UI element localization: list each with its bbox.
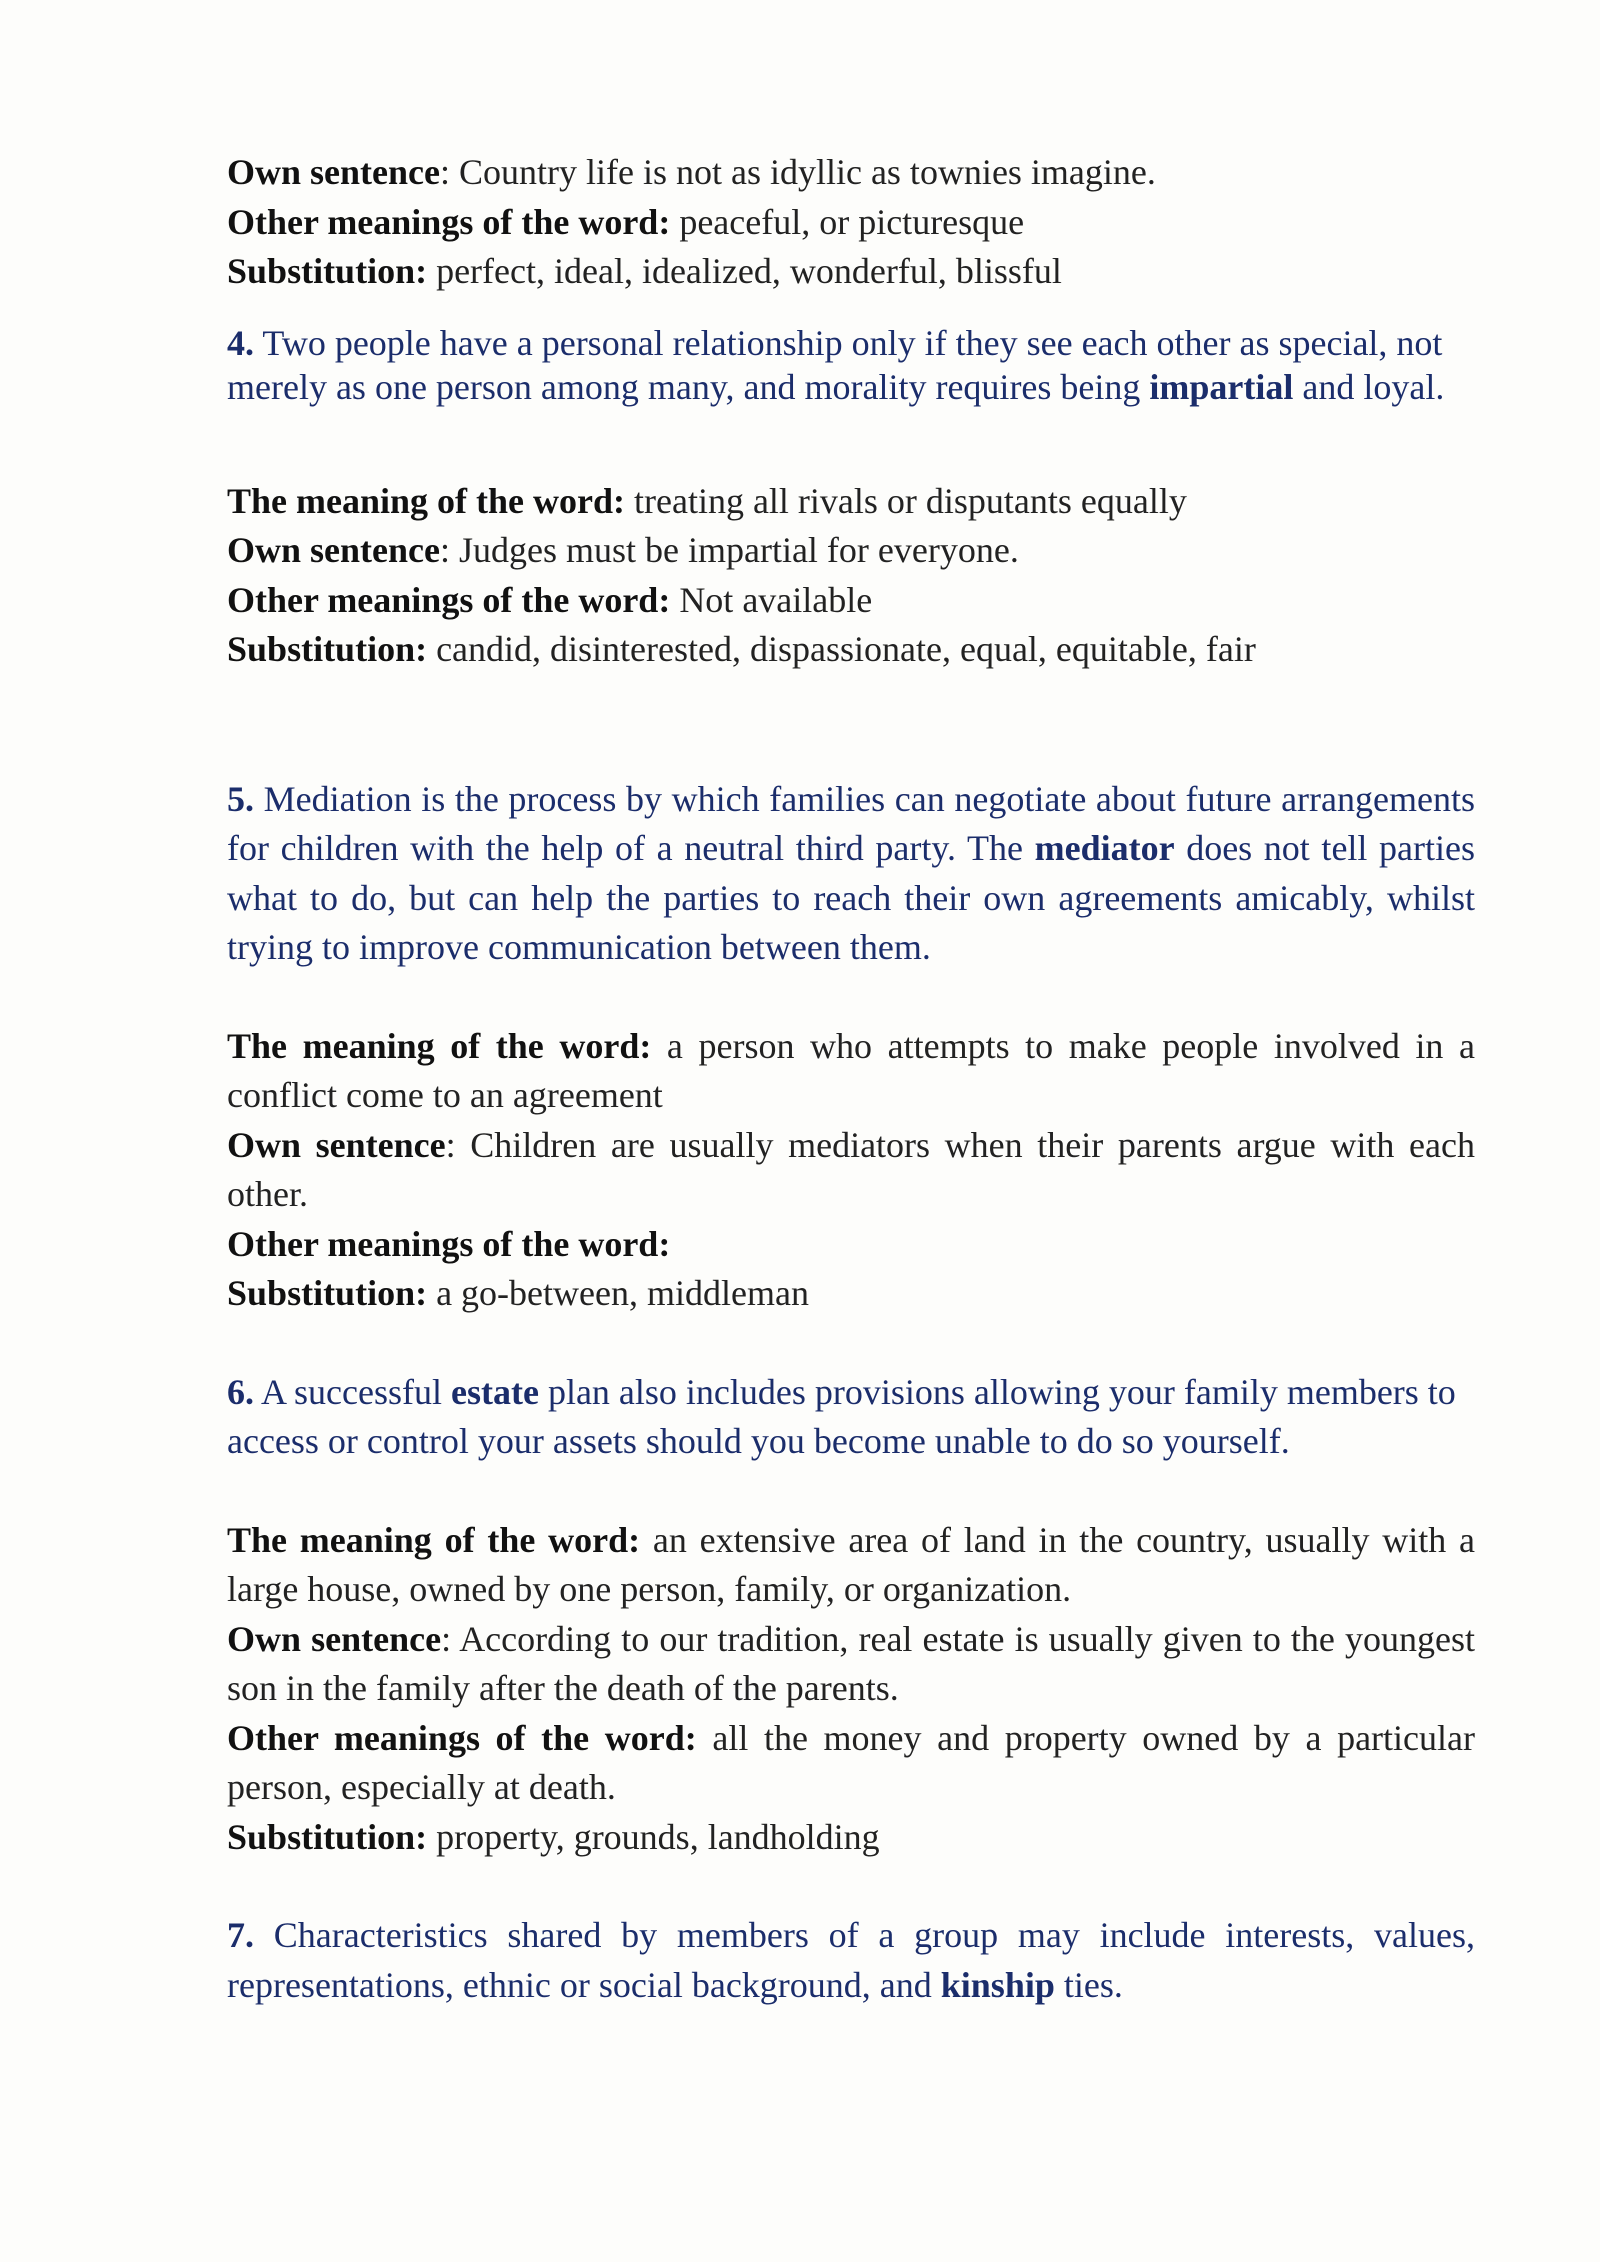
item6-text-after: plan also includes provisions allowing your family members to access or control your assets should you become unable to do so yourself. [227, 1371, 1456, 1461]
item7-number: 7. [227, 1915, 254, 1955]
own-sentence-text: : Country life is not as idyllic as townies imagine. [439, 152, 1156, 192]
item4-details [227, 477, 1475, 675]
own-sentence-text: : According to our tradition, real estate is usually given to the youngest son in the family after the death of the parents. [227, 1618, 1475, 1708]
item5-details [227, 1022, 1475, 1319]
substitution-text: candid, disinterested, dispassionate, equal, equitable, fair [427, 629, 1256, 669]
item4-text-after: and loyal. [1293, 366, 1445, 407]
item7-text-after: ties. [1054, 1964, 1123, 2005]
substitution-label: Substitution: [227, 1273, 428, 1313]
item6-keyword: estate [450, 1371, 539, 1412]
item5-number: 5. [227, 778, 254, 819]
substitution-line [227, 625, 1475, 675]
item5-example [227, 775, 1475, 973]
item3-details [227, 148, 1475, 297]
item6-details [227, 1516, 1475, 1863]
own-sentence-label: Own sentence [227, 152, 440, 192]
own-sentence-label: Own sentence [227, 530, 440, 570]
other-meanings-text: peaceful, or picturesque [670, 201, 1025, 242]
item6-text-before: A successful [254, 1371, 451, 1412]
own-sentence-line [227, 526, 1475, 576]
other-meanings-label: Other meanings of the word: [227, 201, 671, 242]
other-meanings-line [227, 198, 1475, 248]
substitution-line [227, 1813, 1475, 1863]
other-meanings-line [227, 576, 1475, 626]
substitution-label: Substitution: [227, 251, 428, 291]
other-meanings-line [227, 1714, 1475, 1813]
other-meanings-label: Other meanings of the word: [227, 579, 671, 620]
meaning-line [227, 1516, 1475, 1615]
substitution-text: property, grounds, landholding [427, 1816, 880, 1857]
substitution-line [227, 1269, 1475, 1319]
own-sentence-label: Own sentence [227, 1124, 446, 1165]
document-content [227, 148, 1475, 2010]
substitution-text: a go-between, middleman [427, 1273, 809, 1313]
substitution-label: Substitution: [227, 629, 428, 669]
item4-keyword: impartial [1149, 366, 1294, 407]
other-meanings-label: Other meanings of the word: [227, 1717, 697, 1758]
item4-example [227, 321, 1475, 409]
own-sentence-text: : Judges must be impartial for everyone. [439, 530, 1019, 570]
own-sentence-line [227, 1615, 1475, 1714]
other-meanings-label: Other meanings of the word: [227, 1223, 671, 1264]
meaning-text: a person who attempts to make people involved in a conflict come to an agreement [227, 1025, 1475, 1115]
meaning-label: The meaning of the word: [227, 480, 625, 521]
item7-text-before: Characteristics shared by members of a group may include interests, values, representations, ethnic or social background, and [227, 1915, 1475, 2005]
item5-keyword: mediator [1034, 828, 1175, 868]
meaning-text: treating all rivals or disputants equally [625, 480, 1187, 521]
item4-text-before: Two people have a personal relationship only if they see each other as special, not merely as one person among many, and morality requires being [227, 322, 1443, 407]
substitution-label: Substitution: [227, 1816, 428, 1857]
other-meanings-text: all the money and property owned by a particular person, especially at death. [227, 1717, 1475, 1807]
item5-text-after: does not tell parties what to do, but can help the parties to reach their own agreements amicably, whilst trying to improve communication between them. [227, 828, 1476, 967]
own-sentence-line [227, 1121, 1475, 1220]
meaning-text: an extensive area of land in the country, usually with a large house, owned by one person, family, or organization. [227, 1519, 1475, 1609]
item6-example [227, 1368, 1475, 1467]
other-meanings-text: Not available [670, 579, 873, 620]
item7-example [227, 1911, 1475, 2010]
own-sentence-line [227, 148, 1475, 198]
meaning-label: The meaning of the word: [227, 1519, 641, 1560]
other-meanings-line [227, 1220, 1475, 1270]
item5-text-before: Mediation is the process by which families can negotiate about future arrangements for children with the help of a neutral third party. The [227, 778, 1475, 868]
own-sentence-text: : Children are usually mediators when their parents argue with each other. [227, 1124, 1475, 1214]
meaning-label: The meaning of the word: [227, 1025, 652, 1066]
meaning-line [227, 477, 1475, 527]
own-sentence-label: Own sentence [227, 1618, 442, 1659]
meaning-line [227, 1022, 1475, 1121]
substitution-text: perfect, ideal, idealized, wonderful, blissful [427, 251, 1062, 291]
item6-number: 6. [227, 1371, 254, 1412]
item7-keyword: kinship [940, 1964, 1055, 2005]
substitution-line [227, 247, 1475, 297]
item4-number: 4. [227, 322, 254, 363]
